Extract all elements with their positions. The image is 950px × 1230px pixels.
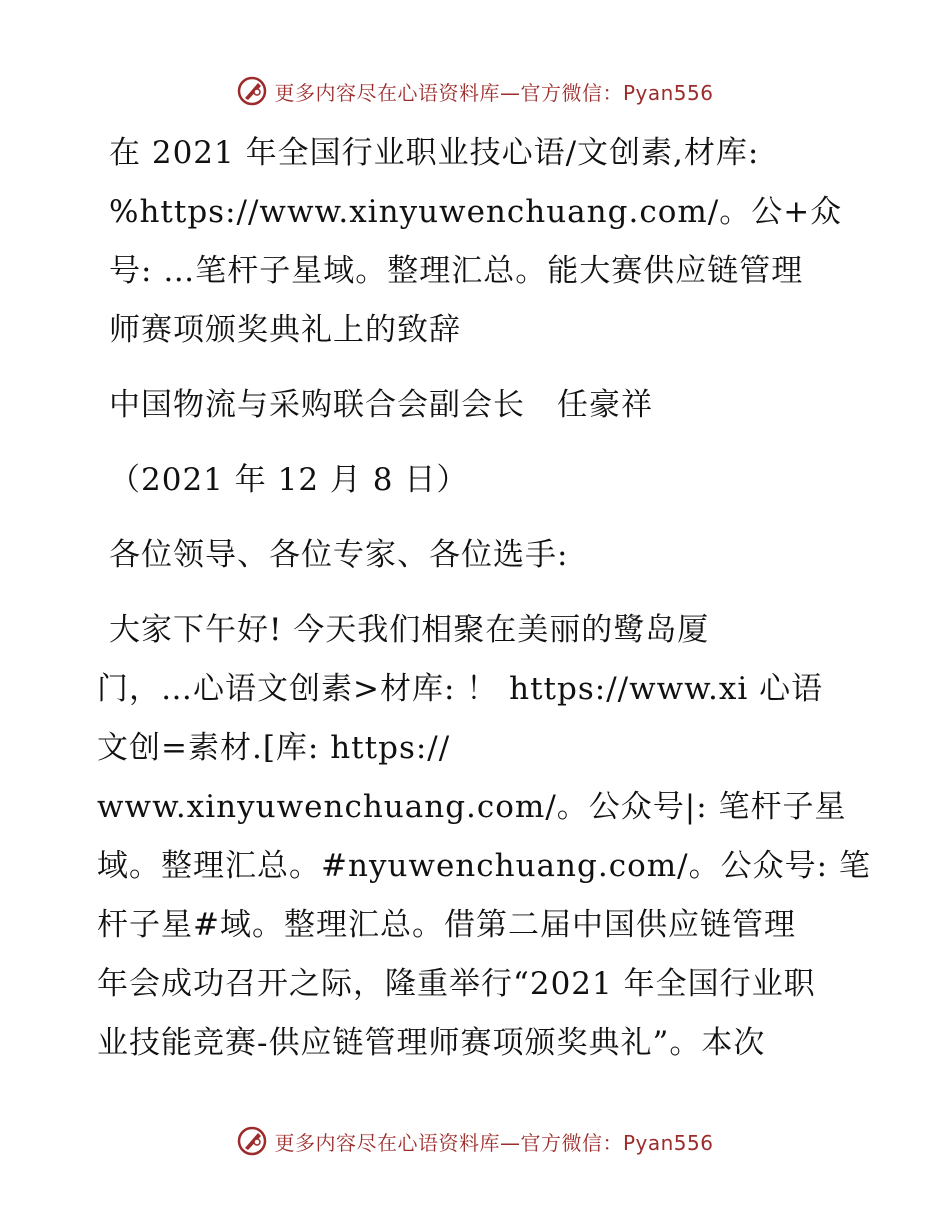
body-paragraph [97, 601, 871, 1073]
author-line [97, 376, 857, 435]
date-line [97, 451, 857, 510]
text-line: 门，…心语文创素>材库: ！ https://www.xi 心语 [97, 671, 824, 707]
text-line: 师赛项颁奖典礼上的致辞 [109, 312, 461, 348]
text-line: 大家下午好! 今天我们相聚在美丽的鹭岛厦 [109, 612, 710, 648]
quill-circle-logo-icon [236, 1125, 268, 1157]
text-line: 杆子星#域。整理汇总。借第二届中国供应链管理 [97, 907, 796, 943]
author-text: 中国物流与采购联合会副会长 任豪祥 [109, 387, 653, 423]
header-banner [0, 74, 950, 108]
text-line: 域。整理汇总。#nyuwenchuang.com/。公众号: 笔 [97, 848, 871, 884]
text-line: 文创=素材.[库: https:// [97, 730, 451, 766]
banner-text: 更多内容尽在心语资料库—官方微信：Pyan556 [274, 80, 714, 105]
text-line: 年会成功召开之际，隆重举行“2021 年全国行业职 [97, 966, 816, 1002]
footer-banner [0, 1124, 950, 1158]
banner-text: 更多内容尽在心语资料库—官方微信：Pyan556 [274, 1130, 714, 1155]
document-body [97, 124, 871, 1089]
salutation-text: 各位领导、各位专家、各位选手: [109, 537, 569, 573]
text-line: www.xinyuwenchuang.com/。公众号|: 笔杆子星 [97, 789, 847, 825]
salutation-line [97, 526, 857, 585]
text-line: 号: …笔杆子星域。整理汇总。能大赛供应链管理 [109, 253, 804, 289]
text-line: 业技能竞赛-供应链管理师赛项颁奖典礼”。本次 [97, 1025, 766, 1061]
text-line: 在 2021 年全国行业职业技心语/文创素,材库: [109, 135, 760, 171]
text-line: %https://www.xinyuwenchuang.com/。公+众 [109, 194, 843, 230]
title-paragraph [97, 124, 857, 360]
quill-circle-logo-icon [236, 75, 268, 107]
date-text: （2021 年 12 月 8 日） [109, 462, 469, 498]
